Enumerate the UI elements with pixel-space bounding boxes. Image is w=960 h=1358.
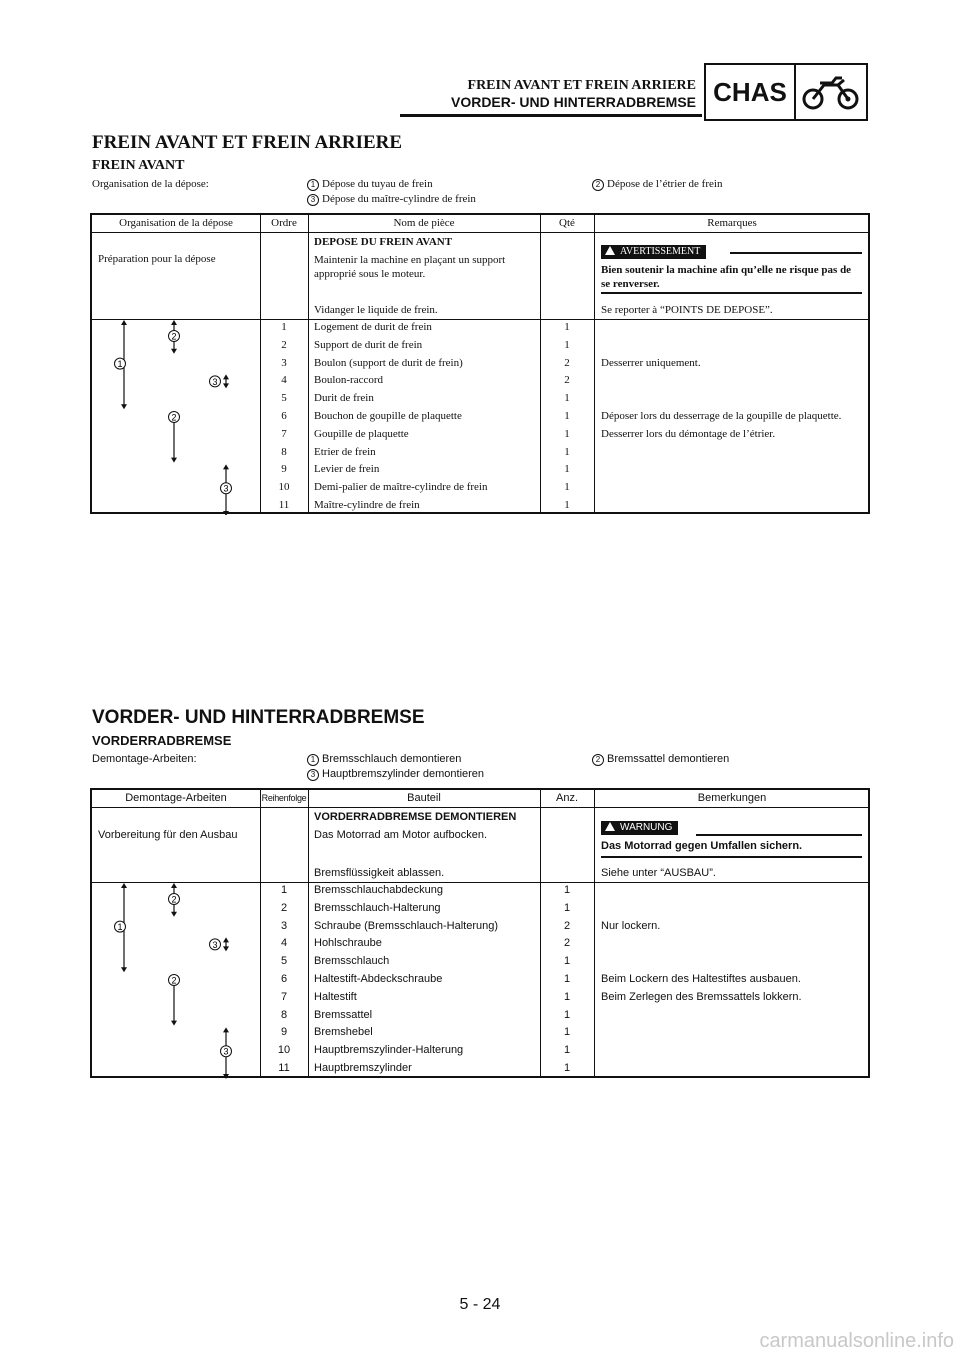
col-header-bemerkungen: Bemerkungen: [697, 792, 767, 804]
prep-step-2: Vidanger le liquide de frein.: [314, 304, 438, 316]
group-2-marker-b: [169, 412, 180, 423]
row-3-order: 3: [280, 919, 288, 932]
row-5-qty: 1: [564, 392, 570, 405]
row-2-part: Bremsschlauch-Halterung: [314, 901, 441, 914]
org-item-2: 2 Dépose de l’étrier de frein: [592, 177, 722, 192]
row-1-qty: 1: [563, 884, 571, 896]
row-5-order: 5: [280, 955, 288, 968]
col-header-ordre: Ordre: [271, 217, 297, 229]
section-badge: [704, 63, 868, 121]
section-title-de: VORDER- UND HINTERRADBREMSE: [92, 707, 425, 728]
col-header-nom: Nom de pièce: [393, 217, 455, 229]
col-header-remarques: Remarques: [707, 217, 757, 229]
group-3-marker-b: [221, 483, 232, 494]
prep-heading: DEPOSE DU FREIN AVANT: [314, 236, 453, 248]
row-10-part: Hauptbremszylinder-Halterung: [314, 1044, 464, 1057]
row-11-order: 11: [278, 499, 290, 511]
group-1-marker: [115, 358, 126, 369]
row-6-part: Bouchon de goupille de plaquette: [314, 410, 462, 422]
warning-icon: [605, 246, 615, 255]
svg-text:1: 1: [117, 922, 123, 933]
org-label: Organisation de la dépose:: [92, 178, 209, 190]
row-7-part: Goupille de plaquette: [314, 427, 409, 440]
running-header-fr: FREIN AVANT ET FREIN ARRIERE: [467, 78, 696, 93]
row-8-order: 8: [280, 1008, 288, 1021]
row-6-qty: 1: [564, 410, 570, 422]
col-header-reihenfolge: Reihenfolge: [261, 793, 307, 803]
row-11-part: Maître-cylindre de frein: [314, 499, 420, 511]
row-1-part: Bremsschlauchabdeckung: [314, 884, 444, 896]
row-9-qty: 1: [563, 1026, 571, 1039]
col-header-bauteil: Bauteil: [407, 792, 441, 804]
row-6-part: Haltestift-Abdeckschraube: [314, 973, 443, 985]
group-2-marker-a: [169, 894, 180, 905]
group-3-arrow-a: [223, 937, 229, 951]
row-7-order: 7: [281, 427, 287, 440]
subtitle-de: VORDERRADBREMSE: [92, 733, 232, 748]
procedure-table-fr: [90, 213, 870, 514]
org-item-1: 1 Bremsschlauch demontieren: [307, 752, 461, 767]
prep-step-1: Das Motorrad am Motor aufbocken.: [314, 829, 488, 841]
row-3-part: Schraube (Bremsschlauch-Halterung): [314, 919, 499, 932]
prep-remark-2: Se reporter à “POINTS DE DEPOSE”.: [601, 304, 773, 316]
row-4-part: Hohlschraube: [314, 937, 382, 950]
col-header-qte: Qté: [559, 217, 575, 229]
svg-text:3: 3: [212, 939, 218, 950]
row-2-qty: 1: [563, 901, 571, 914]
org-item-3: 3 Hauptbremszylinder demontieren: [307, 767, 484, 782]
group-1-marker: [115, 921, 126, 932]
org-item-3: 3 Dépose du maître-cylindre de frein: [307, 192, 476, 207]
section-code: CHAS: [706, 65, 796, 119]
prep-step-1: Maintenir la machine en plaçant un support: [314, 254, 506, 266]
org-label: Demontage-Arbeiten:: [92, 753, 197, 765]
svg-text:3: 3: [212, 376, 218, 387]
warning-rule-bottom: [601, 292, 862, 294]
row-11-qty: 1: [563, 1062, 571, 1074]
group-arrows: [92, 790, 260, 1090]
prep-label: Préparation pour la dépose: [98, 253, 216, 265]
group-arrows: [92, 215, 260, 515]
page-number: 5 - 24: [459, 1296, 501, 1313]
warning-badge: WARNUNG: [601, 821, 678, 835]
row-1-order: 1: [280, 884, 288, 896]
subtitle-fr: FREIN AVANT: [92, 158, 185, 173]
warning-rule-top: [696, 834, 862, 836]
row-3-qty: 2: [564, 356, 570, 369]
row-5-part: Bremsschlauch: [314, 955, 390, 968]
row-3-part: Boulon (support de durit de frein): [314, 356, 463, 369]
running-header: [400, 78, 696, 111]
row-6-qty: 1: [563, 973, 571, 985]
row-6-order: 6: [280, 973, 288, 985]
row-7-remark: Desserrer lors du démontage de l’étrier.: [601, 427, 776, 440]
row-10-qty: 1: [564, 481, 570, 494]
row-11-qty: 1: [564, 499, 570, 511]
warning-rule-top: [730, 252, 862, 254]
svg-text:2: 2: [171, 331, 177, 342]
row-9-order: 9: [280, 1026, 288, 1039]
row-7-remark: Beim Zerlegen des Bremssattels lokkern.: [601, 990, 802, 1003]
running-header-de: VORDER- UND HINTERRADBREMSE: [450, 94, 696, 110]
row-9-part: Levier de frein: [314, 463, 380, 476]
group-3-marker-a: [210, 376, 221, 387]
row-5-qty: 1: [563, 955, 571, 968]
row-2-order: 2: [281, 338, 287, 351]
row-4-qty: 2: [564, 374, 570, 387]
svg-text:2: 2: [171, 894, 177, 905]
row-1-order: 1: [281, 321, 287, 333]
org-item-1: 1 Dépose du tuyau de frein: [307, 177, 433, 192]
warning-text: Das Motorrad gegen Umfallen sichern.: [601, 840, 803, 852]
org-item-2: 2 Bremssattel demontieren: [592, 752, 729, 767]
row-4-part: Boulon-raccord: [314, 374, 384, 387]
row-4-order: 4: [280, 937, 288, 950]
prep-label: Vorbereitung für den Ausbau: [98, 829, 238, 841]
row-1-qty: 1: [564, 321, 570, 333]
row-3-order: 3: [281, 356, 287, 369]
row-8-part: Bremssattel: [314, 1008, 373, 1021]
row-7-qty: 1: [564, 427, 570, 440]
warning-text: Bien soutenir la machine afin qu’elle ne risque pas de se renverser.: [601, 264, 852, 290]
row-11-part: Hauptbremszylinder: [314, 1062, 412, 1074]
watermark: carmanualsonline.info: [759, 1330, 954, 1352]
col-header-demontage: Demontage-Arbeiten: [125, 792, 227, 804]
row-7-qty: 1: [563, 990, 571, 1003]
section-title-fr: FREIN AVANT ET FREIN ARRIERE: [92, 132, 403, 153]
row-9-part: Bremshebel: [314, 1026, 373, 1039]
row-6-remark: Déposer lors du desserrage de la goupille de plaquette.: [601, 410, 842, 422]
svg-text:2: 2: [171, 412, 177, 423]
row-3-remark: Nur lockern.: [601, 919, 661, 932]
row-11-order: 11: [278, 1062, 290, 1074]
row-7-order: 7: [280, 990, 288, 1003]
row-2-qty: 1: [564, 338, 570, 351]
svg-text:2: 2: [171, 975, 177, 986]
row-6-remark: Beim Lockern des Haltestiftes ausbauen.: [601, 973, 801, 985]
row-10-order: 10: [277, 1044, 291, 1057]
prep-heading: VORDERRADBREMSE DEMONTIEREN: [314, 811, 517, 823]
row-8-qty: 1: [563, 1008, 571, 1021]
row-6-order: 6: [281, 410, 287, 422]
group-3-arrow-a: [223, 374, 229, 388]
row-7-part: Haltestift: [314, 990, 357, 1003]
header-rule: [400, 114, 702, 117]
warning-icon: [605, 822, 615, 831]
row-8-order: 8: [281, 445, 287, 458]
row-10-order: 10: [278, 481, 290, 494]
row-3-remark: Desserrer uniquement.: [601, 356, 701, 369]
prep-step-2: Bremsflüssigkeit ablassen.: [314, 867, 445, 879]
svg-text:1: 1: [117, 359, 123, 370]
motorcycle-icon: [796, 65, 866, 119]
row-2-part: Support de durit de frein: [314, 338, 423, 351]
row-4-order: 4: [281, 374, 287, 387]
row-5-part: Durit de frein: [314, 392, 374, 405]
col-header-organisation: Organisation de la dépose: [119, 217, 233, 229]
row-9-qty: 1: [564, 463, 570, 476]
row-2-order: 2: [280, 901, 288, 914]
row-8-qty: 1: [564, 445, 570, 458]
col-header-anz: Anz.: [555, 792, 578, 804]
group-2-marker-b: [169, 975, 180, 986]
row-10-qty: 1: [563, 1044, 571, 1057]
group-3-marker-b: [221, 1046, 232, 1057]
row-4-qty: 2: [563, 937, 571, 950]
group-2-marker-a: [169, 331, 180, 342]
warning-badge: AVERTISSEMENT: [601, 245, 706, 259]
row-8-part: Etrier de frein: [314, 445, 376, 458]
row-3-qty: 2: [563, 919, 571, 932]
procedure-table-de: [90, 788, 870, 1078]
svg-text:3: 3: [223, 483, 229, 494]
row-9-order: 9: [281, 463, 287, 476]
row-5-order: 5: [281, 392, 287, 405]
prep-step-1b: approprié sous le moteur.: [314, 268, 426, 280]
row-10-part: Demi-palier de maître-cylindre de frein: [314, 481, 488, 494]
prep-remark-2: Siehe unter “AUSBAU”.: [601, 867, 716, 879]
warning-rule-bottom: [601, 856, 862, 858]
group-3-marker-a: [210, 939, 221, 950]
svg-text:3: 3: [223, 1046, 229, 1057]
row-1-part: Logement de durit de frein: [314, 321, 432, 333]
